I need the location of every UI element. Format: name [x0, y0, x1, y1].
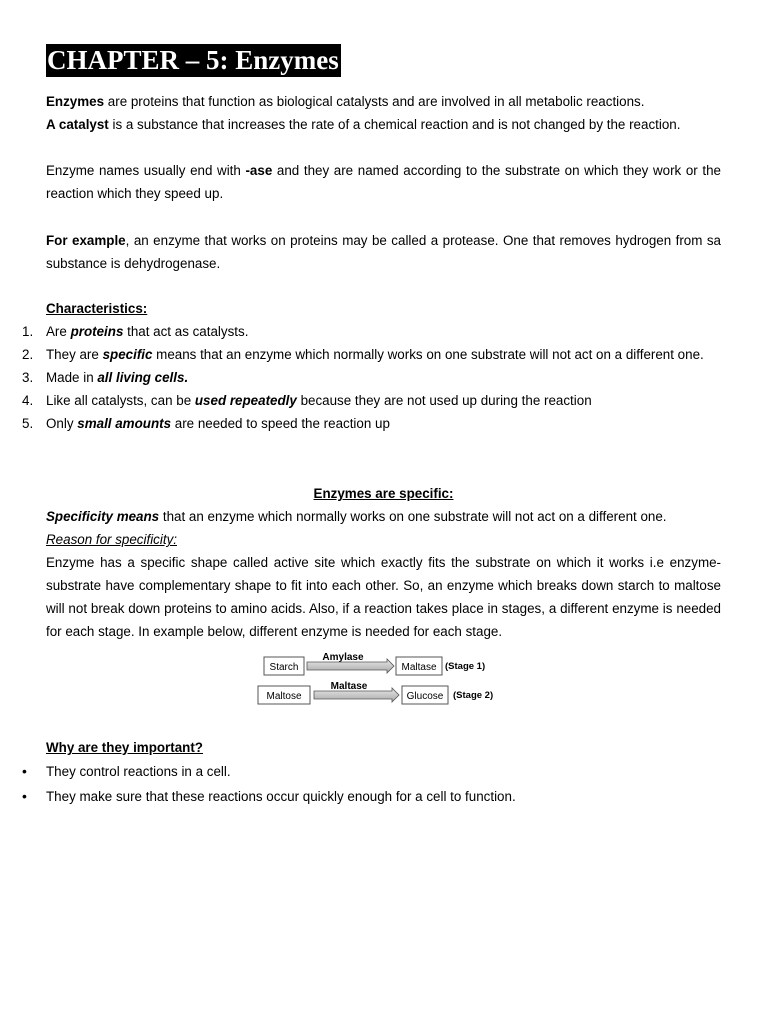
naming-paragraph: [46, 159, 721, 205]
enzymes-definition: [46, 90, 721, 113]
naming-pre: Enzyme names usually end with: [46, 163, 246, 178]
list-number: 3.: [22, 370, 34, 385]
example-paragraph: [46, 229, 721, 275]
list-number: 4.: [22, 393, 34, 408]
item-text: They control reactions in a cell.: [46, 764, 231, 779]
stage1-product: Maltase: [401, 662, 437, 673]
stage1-enzyme: Amylase: [322, 652, 364, 663]
item-text: Made in: [46, 370, 98, 385]
reason-paragraph: Enzyme has a specific shape called active site which exactly fits the substrate on which it works i.e enzyme-substrate have complementary shape to fit into each other. So, an enzyme which breaks down starch to maltose will not break down proteins to amino acids. Also, if a reaction takes place in stages, a different enzyme is needed for each stage. In example below, different enzyme is needed for each stage.: [46, 555, 721, 639]
example-label: For example: [46, 233, 126, 248]
stage1-label: (Stage 1): [445, 661, 486, 672]
item-text: Like all catalysts, can be: [46, 393, 195, 408]
stage2-enzyme: Maltase: [330, 681, 368, 692]
stage2-substrate: Maltose: [266, 691, 302, 702]
list-item: [22, 320, 721, 343]
item-text: Are: [46, 324, 71, 339]
bullet-icon: •: [22, 763, 27, 779]
stage2-product: Glucose: [406, 691, 444, 702]
item-text: are needed to speed the reaction up: [171, 416, 390, 431]
list-number: 1.: [22, 324, 34, 339]
enzymes-def-text: are proteins that function as biological catalysts and are involved in all metabolic reactions.: [104, 94, 645, 109]
enzymes-term: Enzymes: [46, 94, 105, 109]
item-emphasis: small amounts: [77, 416, 172, 431]
stage1-substrate: Starch: [269, 662, 299, 673]
list-item: [22, 412, 721, 435]
specific-heading: Enzymes are specific:: [313, 486, 454, 501]
importance-list: [22, 759, 721, 809]
list-number: 2.: [22, 347, 34, 362]
item-text: They are: [46, 347, 103, 362]
example-text: , an enzyme that works on proteins may be called a protease. One that removes hydrogen from sa substance is dehydrogenase.: [46, 233, 722, 271]
naming-post: and they are named according to the substrate on which they work or the reaction which they speed up.: [46, 163, 721, 201]
bullet-icon: •: [22, 788, 27, 804]
list-item: [22, 366, 721, 389]
item-emphasis: all living cells.: [97, 370, 189, 385]
specificity-def: that an enzyme which normally works on one substrate will not act on a different one.: [159, 509, 667, 524]
characteristics-heading: Characteristics:: [46, 301, 148, 316]
list-item: [22, 759, 721, 784]
enzyme-stages-diagram: [255, 648, 505, 708]
chapter-title: CHAPTER – 5: Enzymes: [47, 45, 339, 75]
catalyst-term: A catalyst: [46, 117, 109, 132]
naming-suffix: -ase: [245, 163, 273, 178]
specificity-term: Specificity means: [46, 509, 160, 524]
list-item: [22, 343, 721, 366]
item-text: means that an enzyme which normally works on one substrate will not act on a different one.: [152, 347, 704, 362]
list-item: [22, 389, 721, 412]
item-text: They make sure that these reactions occur quickly enough for a cell to function.: [46, 789, 516, 804]
item-emphasis: specific: [102, 347, 153, 362]
item-emphasis: proteins: [70, 324, 124, 339]
reason-heading: Reason for specificity:: [46, 532, 177, 547]
specificity-definition: [46, 505, 721, 528]
item-text: Only: [46, 416, 78, 431]
stage2-label: (Stage 2): [453, 690, 494, 701]
catalyst-definition: [46, 113, 721, 136]
item-text: because they are not used up during the reaction: [296, 393, 592, 408]
item-emphasis: used repeatedly: [194, 393, 297, 408]
item-text: that act as catalysts.: [123, 324, 249, 339]
characteristics-list: [22, 320, 721, 435]
catalyst-def-text: is a substance that increases the rate of a chemical reaction and is not changed by the reaction.: [108, 117, 681, 132]
list-number: 5.: [22, 416, 34, 431]
importance-heading: Why are they important?: [46, 740, 203, 755]
list-item: [22, 784, 721, 809]
